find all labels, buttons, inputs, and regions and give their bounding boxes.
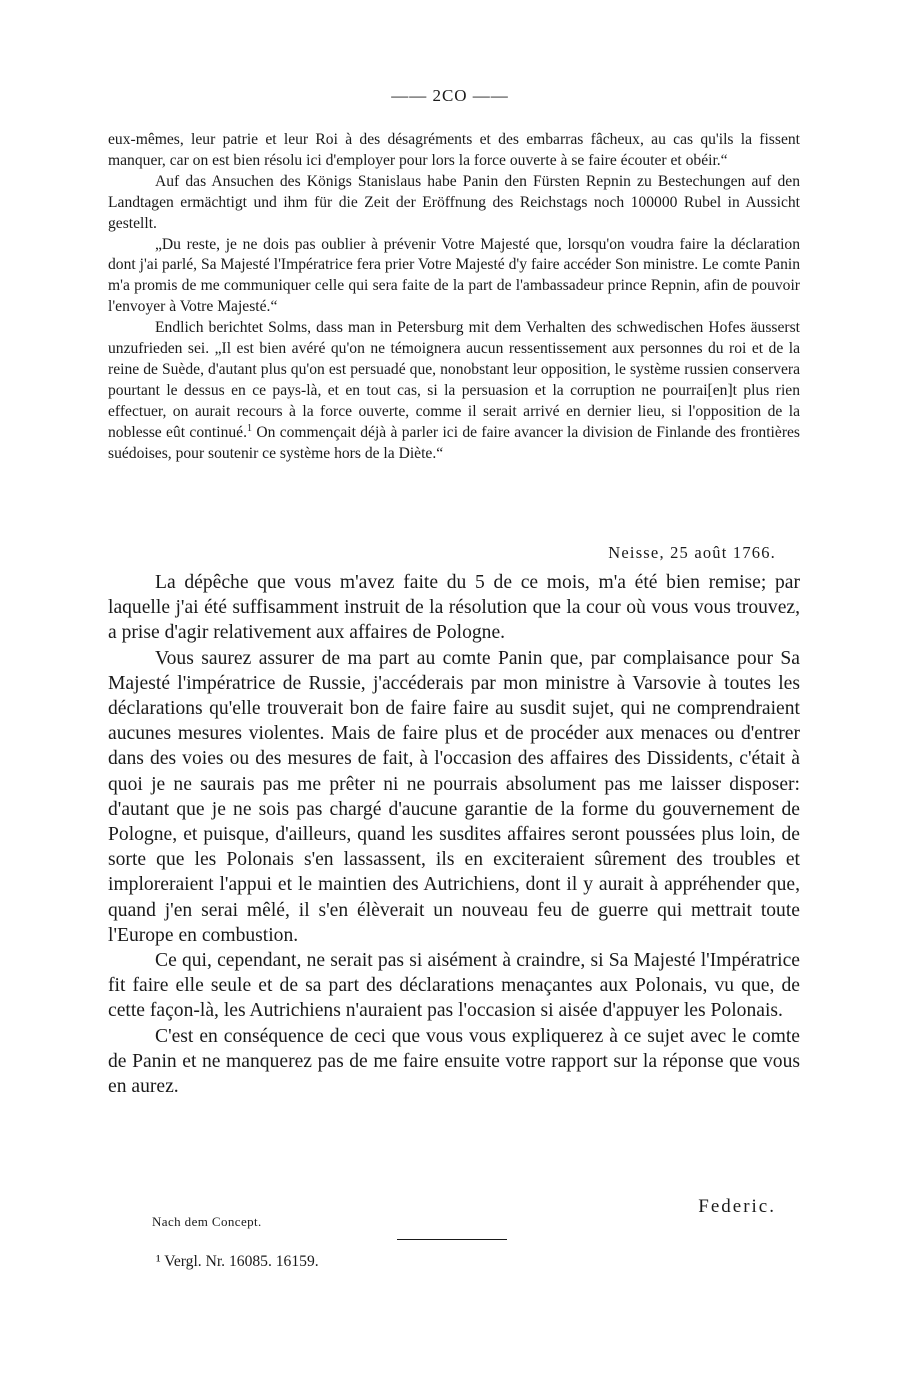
report-excerpt <box>108 130 800 465</box>
report-paragraph-2: Auf das Ansuchen des Königs Stanislaus habe Panin den Fürsten Repnin zu Bestechungen auf den Landtagen ermächtigt und ihm für die Zeit der Eröffnung des Reichstags noch 100000 Rubel in Aussicht gestellt. <box>108 172 800 232</box>
footnote-divider <box>397 1239 507 1240</box>
letter-paragraph-4: C'est en conséquence de ceci que vous vous expliquerez à ce sujet avec le comte de Panin et ne manquerez pas de me faire ensuite votre rapport sur la réponse que vous en aurez. <box>108 1025 800 1098</box>
report-paragraph-4-continued: On commençait déjà à parler ici de faire avancer la division de Finlande des frontières suédoises, pour soutenir ce système hors de la Diète.“ <box>108 423 800 462</box>
source-note: Nach dem Concept. <box>152 1214 262 1229</box>
letter-body <box>108 570 800 1099</box>
letter-paragraph-2: Vous saurez assurer de ma part au comte Panin que, par complaisance pour Sa Majesté l'impératrice de Russie, j'accéderais par mon ministre à Varsovie à toutes les déclarations qu'elle trouverait bon de faire faire au susdit sujet, qui ne comprendraient aucunes mesures violentes. Mais de faire plus et de procéder aux menaces ou d'entrer dans des voies ou des mesures de fait, à l'occasion des affaires des Dissidents, c'était à quoi je ne saurais pas me prêter ni ne pourrais absolument pas me laisser disposer: d'autant que je ne sois pas chargé d'aucune garantie de la forme du gouvernement de Pologne, et puisque, d'ailleurs, quand les susdites affaires seront poussées plus loin, de sorte que les Polonais s'en lassassent, ils en exciteraient sûrement des troubles et imploreraient l'appui et le maintien des Autrichiens, dont il y aurait à appréhender que, quand j'en serai mêlé, il s'en élèverait un nouveau feu de guerre qui mettrait toute l'Europe en combustion. <box>108 647 800 946</box>
report-paragraph-4-text: Endlich berichtet Solms, dass man in Petersburg mit dem Verhalten des schwedischen Hofes äusserst unzufrieden sei. „Il est bien avéré qu'on ne témoignera aucun ressentissement aux personnes du roi et de la reine de Suède, d'autant plus qu'on est persuadé que, nonobstant leur opposition, le système russien conservera pourtant le dessus en ce pays-là, et en tout cas, si la persuasion et la corruption ne pourrai[en]t plus rien effectuer, on aurait recours à la force ouverte, comme il serait arrivé en dernier lieu, si l'opposition de la noblesse eût continué. <box>108 319 800 441</box>
footnote: ¹ Vergl. Nr. 16085. 16159. <box>156 1253 319 1270</box>
page-header <box>0 86 900 106</box>
footnote-marker: 1 <box>247 422 252 434</box>
report-paragraph-4 <box>108 318 800 464</box>
page-number: —— 2CO —— <box>391 86 509 105</box>
letter-paragraph-3: Ce qui, cependant, ne serait pas si aisément à craindre, si Sa Majesté l'Impératrice fit faire elle seule et de sa part des déclarations menaçantes aux Polonais, vu que, de cette façon-là, les Autrichiens n'auraient pas l'occasion si aisée d'appuyer les Polonais. <box>108 950 800 1022</box>
letter-paragraph-1: La dépêche que vous m'avez faite du 5 de ce mois, m'a été bien remise; par laquelle j'ai été suffisamment instruit de la résolution que la cour où vous vous trouvez, a prise d'agir relativement aux affaires de Pologne. <box>108 572 800 644</box>
dateline: Neisse, 25 août 1766. <box>608 543 776 562</box>
report-paragraph-1: eux-mêmes, leur patrie et leur Roi à des désagréments et des embarras fâcheux, au cas qu'ils la fissent manquer, car on est bien résolu ici d'employer pour lors la force ouverte à se faire écouter et obéir.“ <box>108 131 800 169</box>
signature: Federic. <box>698 1196 776 1217</box>
report-paragraph-3: „Du reste, je ne dois pas oublier à prévenir Votre Majesté que, lorsqu'on voudra faire la déclaration dont j'ai parlé, Sa Majesté l'Impératrice fera prier Votre Majesté d'y faire accéder Son ministre. Le comte Panin m'a promis de me communiquer celle qui sera faite de la part de l'ambassadeur prince Repnin, afin de pouvoir l'envoyer à Votre Majesté.“ <box>108 235 800 316</box>
